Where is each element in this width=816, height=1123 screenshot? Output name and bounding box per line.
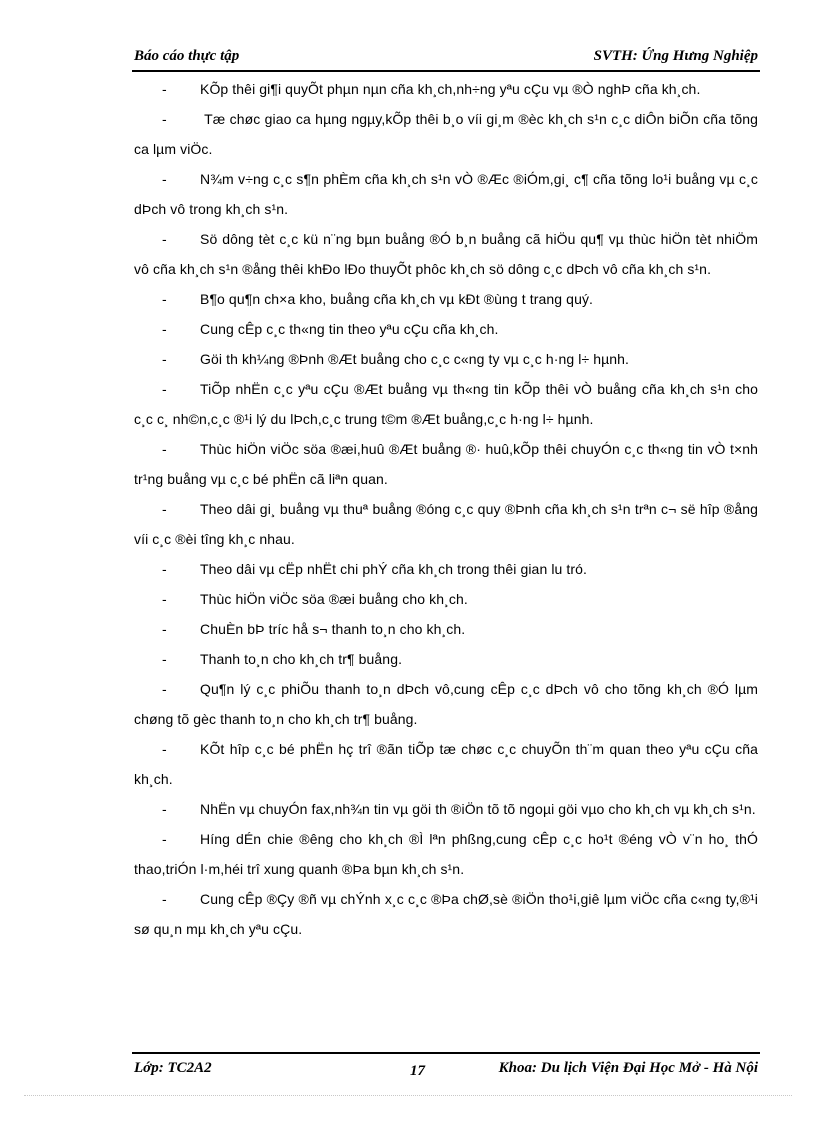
bullet-paragraph — [134, 74, 758, 104]
bullet-dash: - — [162, 651, 167, 667]
paragraph-text: ChuÈn bÞ tríc hå s¬ thanh to¸n cho kh¸ch. — [200, 621, 466, 637]
bullet-paragraph — [134, 824, 758, 884]
bullet-dash: - — [162, 621, 167, 637]
bullet-dash: - — [162, 111, 167, 127]
page-footer — [132, 1052, 760, 1080]
page-number: 17 — [410, 1063, 425, 1079]
bullet-dash: - — [162, 231, 167, 247]
bullet-paragraph — [134, 494, 758, 554]
bullet-paragraph — [134, 884, 758, 944]
paragraph-text: B¶o qu¶n ch×a kho, buång cña kh¸ch vµ kÐt ®ùng t trang quý. — [200, 291, 594, 307]
bullet-paragraph — [134, 674, 758, 734]
paragraph-text: NhËn vµ chuyÓn fax,nh¾n tin vµ göi th ®iÖn tõ tõ ngoµi göi vµo cho kh¸ch vµ kh¸ch s¹n. — [200, 801, 756, 817]
bullet-dash: - — [162, 741, 167, 757]
bullet-dash: - — [162, 321, 167, 337]
bullet-paragraph — [134, 314, 758, 344]
bullet-dash: - — [162, 891, 167, 907]
paragraph-text: Cung cÊp c¸c th«ng tin theo yªu cÇu cña kh¸ch. — [200, 321, 499, 337]
bullet-paragraph — [134, 554, 758, 584]
bullet-paragraph — [134, 224, 758, 284]
paragraph-text: KÕt hîp c¸c bé phËn hç trî ®ãn tiÕp tæ chøc c¸c chuyÕn th¨m quan theo yªu cÇu cña kh¸ch. — [134, 741, 758, 787]
bullet-dash: - — [162, 501, 167, 517]
paragraph-text: Qu¶n lý c¸c phiÕu thanh to¸n dÞch vô,cung cÊp c¸c dÞch vô cho tõng kh¸ch ®Ó lµm chøng tõ gèc thanh to¸n cho kh¸ch tr¶ buång. — [134, 681, 758, 727]
report-title: Báo cáo thực tập — [134, 48, 240, 64]
bullet-paragraph — [134, 614, 758, 644]
paragraph-text: TiÕp nhËn c¸c yªu cÇu ®Æt buång vµ th«ng tin kÕp thêi vÒ buång cña kh¸ch s¹n cho c¸c c¸ nh©n,c¸c ®¹i lý du lÞch,c¸c trung t©m ®Æt buång,c¸c h·ng l÷ hµnh. — [134, 381, 758, 427]
bullet-dash: - — [162, 561, 167, 577]
class-label: Lớp: TC2A2 — [134, 1060, 212, 1076]
bullet-dash: - — [162, 591, 167, 607]
bullet-paragraph — [134, 794, 758, 824]
paragraph-text: Theo dâi gi¸ buång vµ thuª buång ®óng c¸c quy ®Þnh cña kh¸ch s¹n trªn c¬ së hîp ®ång víi c¸c ®èi tîng kh¸c nhau. — [134, 501, 758, 547]
bullet-dash: - — [162, 171, 167, 187]
bullet-dash: - — [162, 801, 167, 817]
bullet-paragraph — [134, 434, 758, 494]
paragraph-text: Tæ chøc giao ca hµng ngµy,kÕp thêi b¸o víi gi¸m ®èc kh¸ch s¹n c¸c diÔn biÕn cña tõng ca lµm viÖc. — [134, 111, 758, 157]
bullet-paragraph — [134, 284, 758, 314]
paragraph-text: Theo dâi vµ cËp nhËt chi phÝ cña kh¸ch trong thêi gian lu tró. — [200, 561, 588, 577]
paragraph-text: Thanh to¸n cho kh¸ch tr¶ buång. — [200, 651, 403, 667]
body-text — [134, 74, 758, 944]
paragraph-text: N¾m v÷ng c¸c s¶n phÈm cña kh¸ch s¹n vÒ ®Æc ®iÓm,gi¸ c¶ cña tõng lo¹i buång vµ c¸c dÞch vô trong kh¸ch s¹n. — [134, 171, 758, 217]
bullet-paragraph — [134, 104, 758, 164]
paragraph-text: Híng dÉn chie ®êng cho kh¸ch ®Ì lªn phßng,cung cÊp c¸c ho¹t ®éng vÒ v¨n ho¸ thÓ thao,triÓn l·m,héi trî xung quanh ®Þa bµn kh¸ch s¹n. — [134, 831, 758, 877]
bullet-dash: - — [162, 831, 167, 847]
bullet-paragraph — [134, 734, 758, 794]
bullet-dash: - — [162, 441, 167, 457]
page-bottom-divider — [24, 1095, 792, 1096]
bullet-paragraph — [134, 584, 758, 614]
paragraph-text: Sö dông tèt c¸c kü n¨ng bµn buång ®Ó b¸n buång cã hiÖu qu¶ vµ thùc hiÖn tèt nhiÖm vô cña kh¸ch s¹n ®ång thêi khÐo lÐo thuyÕt phôc kh¸ch sö dông c¸c dÞch vô cña kh¸ch s¹n. — [134, 231, 758, 277]
student-name: SVTH: Ứng Hưng Nghiệp — [593, 48, 758, 64]
paragraph-text: Cung cÊp ®Çy ®ñ vµ chÝnh x¸c c¸c ®Þa chØ,sè ®iÖn tho¹i,giê lµm viÖc cña c«ng ty,®¹i sø qu¸n mµ kh¸ch yªu cÇu. — [134, 891, 758, 937]
bullet-dash: - — [162, 351, 167, 367]
bullet-paragraph — [134, 644, 758, 674]
bullet-dash: - — [162, 681, 167, 697]
faculty-label: Khoa: Du lịch Viện Đại Học Mở - Hà Nội — [498, 1060, 758, 1076]
bullet-paragraph — [134, 344, 758, 374]
paragraph-text: Göi th kh¼ng ®Þnh ®Æt buång cho c¸c c«ng ty vµ c¸c h·ng l÷ hµnh. — [200, 351, 630, 367]
page-header — [132, 48, 760, 72]
bullet-dash: - — [162, 81, 167, 97]
bullet-paragraph — [134, 374, 758, 434]
bullet-paragraph — [134, 164, 758, 224]
bullet-dash: - — [162, 291, 167, 307]
paragraph-text: Thùc hiÖn viÖc söa ®æi buång cho kh¸ch. — [200, 591, 468, 607]
paragraph-text: KÕp thêi gi¶i quyÕt phµn nµn cña kh¸ch,nh÷ng yªu cÇu vµ ®Ò nghÞ cña kh¸ch. — [200, 81, 701, 97]
paragraph-text: Thùc hiÖn viÖc söa ®æi,huû ®Æt buång ®· huû,kÕp thêi chuyÓn c¸c th«ng tin vÒ t×nh tr¹ng buång vµ c¸c bé phËn cã liªn quan. — [134, 441, 758, 487]
bullet-dash: - — [162, 381, 167, 397]
